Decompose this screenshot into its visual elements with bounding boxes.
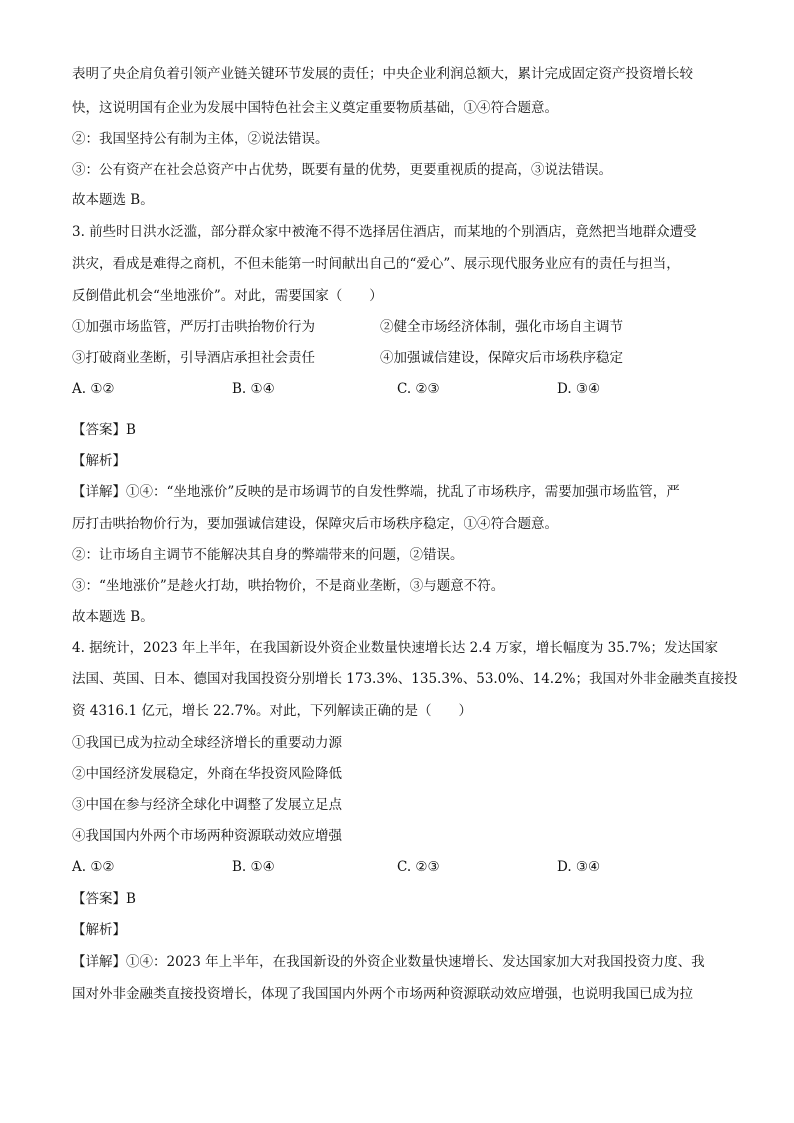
q4-choice-d: D. ③④ — [557, 859, 601, 875]
q3-conclusion: 故本题选 B。 — [72, 609, 154, 625]
q2-tail-line-2: 快，这说明国有企业为发展中国特色社会主义奠定重要物质基础，①④符合题意。 — [72, 100, 558, 116]
q4-item-3: ③中国在参与经济全球化中调整了发展立足点 — [72, 797, 342, 813]
q3-stem-line-1: 3. 前些时日洪水泛滥，部分群众家中被淹不得不选择居住酒店，而某地的个别酒店，竟然把当地群众遭受 — [72, 224, 697, 240]
q3-choice-c: C. ②③ — [397, 381, 440, 397]
q4-detail-line-2: 国对外非金融类直接投资增长，体现了我国国内外两个市场两种资源联动效应增强，也说明我国已成为拉 — [72, 986, 693, 1002]
q3-stem-line-2: 洪灾，看成是难得之商机，不但未能第一时间献出自己的“爱心”、展示现代服务业应有的责任与担当， — [72, 256, 680, 272]
q3-item-2: ②健全市场经济体制，强化市场自主调节 — [380, 319, 623, 335]
q4-stem-line-2: 法国、英国、日本、德国对我国投资分别增长 173.3%、135.3%、53.0%、14.2%；我国对外非金融类直接投 — [72, 671, 738, 687]
q3-detail-line-1: 【详解】①④：“坐地涨价”反映的是市场调节的自发性弊端，扰乱了市场秩序，需要加强市场监管，严 — [72, 484, 680, 500]
q2-tail-line-3: ②：我国坚持公有制为主体，②说法错误。 — [72, 131, 329, 147]
q3-detail-line-3: ②：让市场自主调节不能解决其自身的弊端带来的问题，②错误。 — [72, 547, 464, 563]
q2-tail-line-4: ③：公有资产在社会总资产中占优势，既要有量的优势，更要重视质的提高，③说法错误。 — [72, 162, 612, 178]
q3-detail-line-2: 厉打击哄抬物价行为，要加强诚信建设，保障灾后市场秩序稳定，①④符合题意。 — [72, 516, 558, 532]
q4-choice-c: C. ②③ — [397, 859, 440, 875]
q2-tail-line-1: 表明了央企肩负着引领产业链关键环节发展的责任；中央企业利润总额大，累计完成固定资产投资增长较 — [72, 66, 693, 82]
q3-choice-b: B. ①④ — [232, 381, 275, 397]
q3-item-3: ③打破商业垄断，引导酒店承担社会责任 — [72, 350, 315, 366]
q3-choice-a: A. ①② — [72, 381, 115, 397]
q3-answer: 【答案】B — [72, 422, 136, 438]
q4-stem-line-3: 资 4316.1 亿元，增长 22.7%。对此，下列解读正确的是（ ） — [72, 703, 472, 719]
q3-stem-line-3: 反倒借此机会“坐地涨价”。对此，需要国家（ ） — [72, 288, 383, 304]
q4-item-2: ②中国经济发展稳定，外商在华投资风险降低 — [72, 766, 342, 782]
q4-choice-b: B. ①④ — [232, 859, 275, 875]
q3-item-1: ①加强市场监管，严厉打击哄抬物价行为 — [72, 319, 315, 335]
q3-item-4: ④加强诚信建设，保障灾后市场秩序稳定 — [380, 350, 623, 366]
q4-answer: 【答案】B — [72, 891, 136, 907]
q3-detail-line-4: ③：“坐地涨价”是趁火打劫，哄抬物价，不是商业垄断，③与题意不符。 — [72, 578, 505, 594]
q4-item-1: ①我国已成为拉动全球经济增长的重要动力源 — [72, 735, 342, 751]
q2-tail-conclusion: 故本题选 B。 — [72, 192, 154, 208]
q3-choice-d: D. ③④ — [557, 381, 601, 397]
q4-stem-line-1: 4. 据统计，2023 年上半年，在我国新设外资企业数量快速增长达 2.4 万家，增长幅度为 35.7%；发达国家 — [72, 640, 719, 656]
q3-analysis-heading: 【解析】 — [72, 453, 126, 469]
q4-item-4: ④我国国内外两个市场两种资源联动效应增强 — [72, 828, 342, 844]
q4-analysis-heading: 【解析】 — [72, 922, 126, 938]
q4-detail-line-1: 【详解】①④：2023 年上半年，在我国新设的外资企业数量快速增长、发达国家加大对我国投资力度、我 — [72, 954, 705, 970]
q4-choice-a: A. ①② — [72, 859, 115, 875]
